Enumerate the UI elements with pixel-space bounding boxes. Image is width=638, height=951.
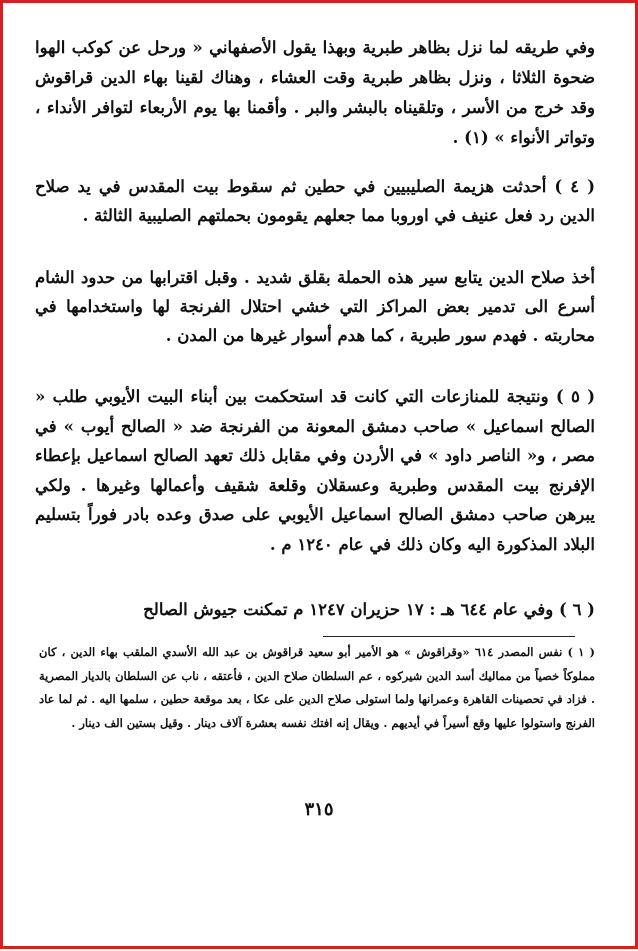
paragraph-text: أخذ صلاح الدين يتابع سير هذه الحملة بقلق شديد . وقبل اقترابها من حدود الشام أسرع الى تدمير بعض المراكز التي خشي احتلال الفرنجة لها واستخدامها في محاربته . فهدم سور طبرية ، كما هدم أسوار غيرها من المدن . <box>35 268 595 345</box>
footnote <box>39 641 595 735</box>
book-page <box>3 3 635 946</box>
footnote-divider <box>323 636 575 637</box>
footnote-text: ( ١ ) نفس المصدر ٦١٤ «وقراقوش » هو الأمير أبو سعيد قراقوش بن عبد الله الأسدي الملقب بهاء الدين ، كان مملوكاً خصياً من مماليك أسد الدين شيركوه ، عم السلطان صلاح الدين ، فأعتقه ، ناب عن السلطان بالديار المصرية . فزاد في تحصينات القاهرة وعمرانها ولما استولى صلاح الدين على عكا ، بعد موقعة حطين ، سلمها اليه . ثم لما عاد الفرنج واستولوا عليها وقع أسيراً في أيديهم . ويقال إنه افتك نفسه بعشرة آلاف دينار . وقيل بستين الف دينار . <box>39 645 595 730</box>
paragraph-isfahani-quote <box>35 33 595 153</box>
paragraph-text: ( ٤ ) أحدثت هزيمة الصليبيين في حطين ثم سقوط بيت المقدس في يد صلاح الدين رد فعل عنيف في اوروبا مما جعلهم يقومون بحملتهم الصليبية الثالثة . <box>35 177 595 225</box>
paragraph-text: ( ٦ ) وفي عام ٦٤٤ هـ : ١٧ حزيران ١٢٤٧ م تمكنت جيوش الصالح <box>143 600 595 619</box>
paragraph-text: ( ٥ ) ونتيجة للمنازعات التي كانت قد استحكمت بين أبناء البيت الأيوبي طلب « الصالح اسماعيل » صاحب دمشق المعونة من الفرنجة ضد « الصالح أيوب » في مصر ، و« الناصر داود » في الأردن وفي مقابل ذلك تعهد الصالح اسماعيل بإعطاء الإفرنج بيت المقدس وطبرية وعسقلان وقلعة شقيف وأعمالها وغيرها . ولكي يبرهن صاحب دمشق الصالح اسماعيل الأيوبي على صدق وعده بادر فوراً بتسليم البلاد المذكورة اليه وكان ذلك في عام ١٢٤٠ م . <box>35 387 595 554</box>
page-number: ٣١٥ <box>304 799 334 820</box>
paragraph-saladin-preparations <box>35 263 595 350</box>
paragraph-note-5 <box>35 382 595 559</box>
paragraph-note-4 <box>35 172 595 230</box>
paragraph-note-6 <box>35 595 595 624</box>
paragraph-text: وفي طريقه لما نزل بظاهر طبرية وبهذا يقول الأصفهاني « ورحل عن كوكب الهوا ضحوة الثلاثا ، ونزل بظاهر طبرية وقت العشاء ، وهناك لقينا بهاء الدين قراقوش وقد خرج من الأسر ، وتلقيناه بالبشر والبر . وأقمنا بها يوم الأربعاء لتوافر الأنداء ، وتواتر الأنواء » (١) . <box>35 38 595 147</box>
